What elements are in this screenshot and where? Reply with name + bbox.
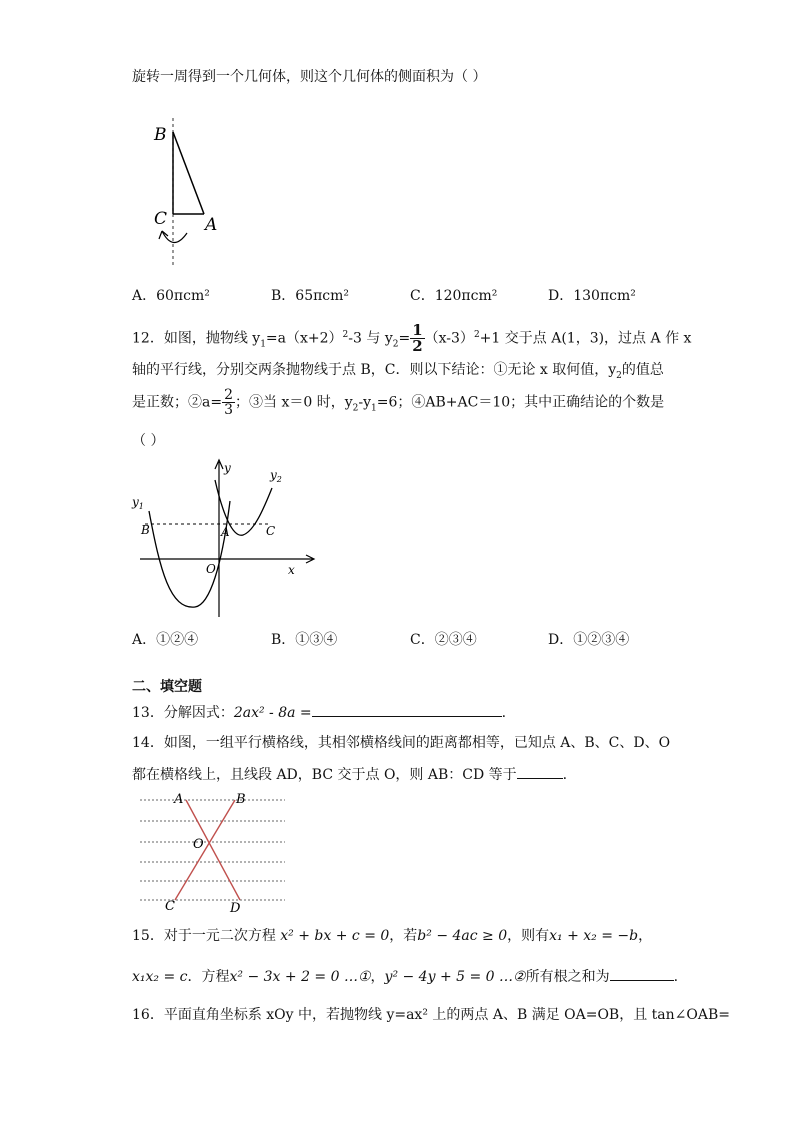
q14-figure — [130, 790, 290, 915]
q12-option-d: D．①②③④ — [548, 632, 630, 648]
q11-figure — [148, 118, 228, 270]
q14-answer-blank[interactable] — [517, 764, 563, 779]
label-a: A — [221, 525, 230, 539]
q16-text: 16．平面直角坐标系 xOy 中，若抛物线 y=ax² 上的两点 A、B 满足 OA=OB，且 tan∠OAB= — [132, 1007, 730, 1023]
q12-line4: （ ） — [132, 433, 165, 449]
parabola-y1 — [149, 501, 230, 607]
fraction-two-thirds: $\frac{2}{3}$ — [224, 387, 233, 418]
label-y1: $y_1$ — [132, 495, 144, 511]
fraction-one-half: $\frac{1}{2}$ — [412, 321, 423, 355]
label-c: C — [266, 524, 276, 538]
segment-bc — [175, 800, 235, 900]
q15-answer-blank[interactable] — [610, 966, 674, 981]
label-o: O — [193, 837, 204, 852]
q12-line1: 12．如图，抛物线 $y_1=a(x+2)^2-3$ 与 $y_2=$ $\frac{1}{2}$ $(x-3)^2+1$ 交于点 A(1，3)，过点 A 作 x — [132, 321, 692, 355]
q11-option-c: C．120πcm² — [410, 288, 498, 304]
label-b: B — [154, 125, 167, 145]
q13: 13．分解因式：2ax² - 8a = . — [132, 702, 506, 722]
rotation-arrow-icon — [162, 231, 187, 243]
q14-line2: 都在横格线上，且线段 AD，BC 交于点 O，则 AB：CD 等于 . — [132, 764, 567, 784]
label-a: A — [174, 792, 184, 807]
q11-option-b: B．65πcm² — [271, 288, 350, 304]
q15-line1: 15．对于一元二次方程 x² + bx + c = 0，若b² − 4ac ≥ 0，则有x₁ + x₂ = −b， — [132, 928, 653, 944]
label-x: x — [288, 563, 295, 577]
q12-option-b: B．①③④ — [271, 632, 338, 648]
q12-option-a: A．①②④ — [132, 632, 199, 648]
q12-line2: 轴的平行线，分别交两条抛物线于点 B，C．则以下结论：①无论 x 取何值，$y_2$的值总 — [132, 362, 664, 381]
label-y: y — [224, 461, 231, 475]
q11-stem: 旋转一周得到一个几何体，则这个几何体的侧面积为（ ） — [132, 69, 487, 85]
label-b: B — [236, 792, 246, 807]
label-a: A — [205, 215, 218, 235]
label-o: O — [206, 562, 216, 576]
section-heading: 二、填空题 — [132, 679, 202, 695]
q13-answer-blank[interactable] — [312, 702, 502, 717]
q14-line1: 14．如图，一组平行横格线，其相邻横格线间的距离都相等，已知点 A、B、C、D、O — [132, 735, 671, 751]
q12-figure — [130, 455, 320, 620]
label-c: C — [154, 209, 168, 229]
q12-line3: 是正数；②a= $\frac{2}{3}$ ；③当 x＝0 时，$y_2-y_1=6$；④AB+AC＝10；其中正确结论的个数是 — [132, 387, 665, 418]
label-c: C — [165, 899, 175, 914]
q11-option-a: A．60πcm² — [132, 288, 210, 304]
q12-option-c: C．②③④ — [410, 632, 477, 648]
side-ab — [173, 132, 204, 214]
label-d: D — [230, 901, 241, 915]
label-b: B — [141, 523, 150, 537]
q11-option-d: D．130πcm² — [548, 288, 636, 304]
q15-line2: x₁x₂ = c．方程x² − 3x + 2 = 0 …①，y² − 4y + 5 = 0 …②所有根之和为 . — [132, 966, 678, 986]
q13-expression: 2ax² - 8a = — [233, 705, 312, 721]
label-y2: $y_2$ — [270, 468, 282, 484]
